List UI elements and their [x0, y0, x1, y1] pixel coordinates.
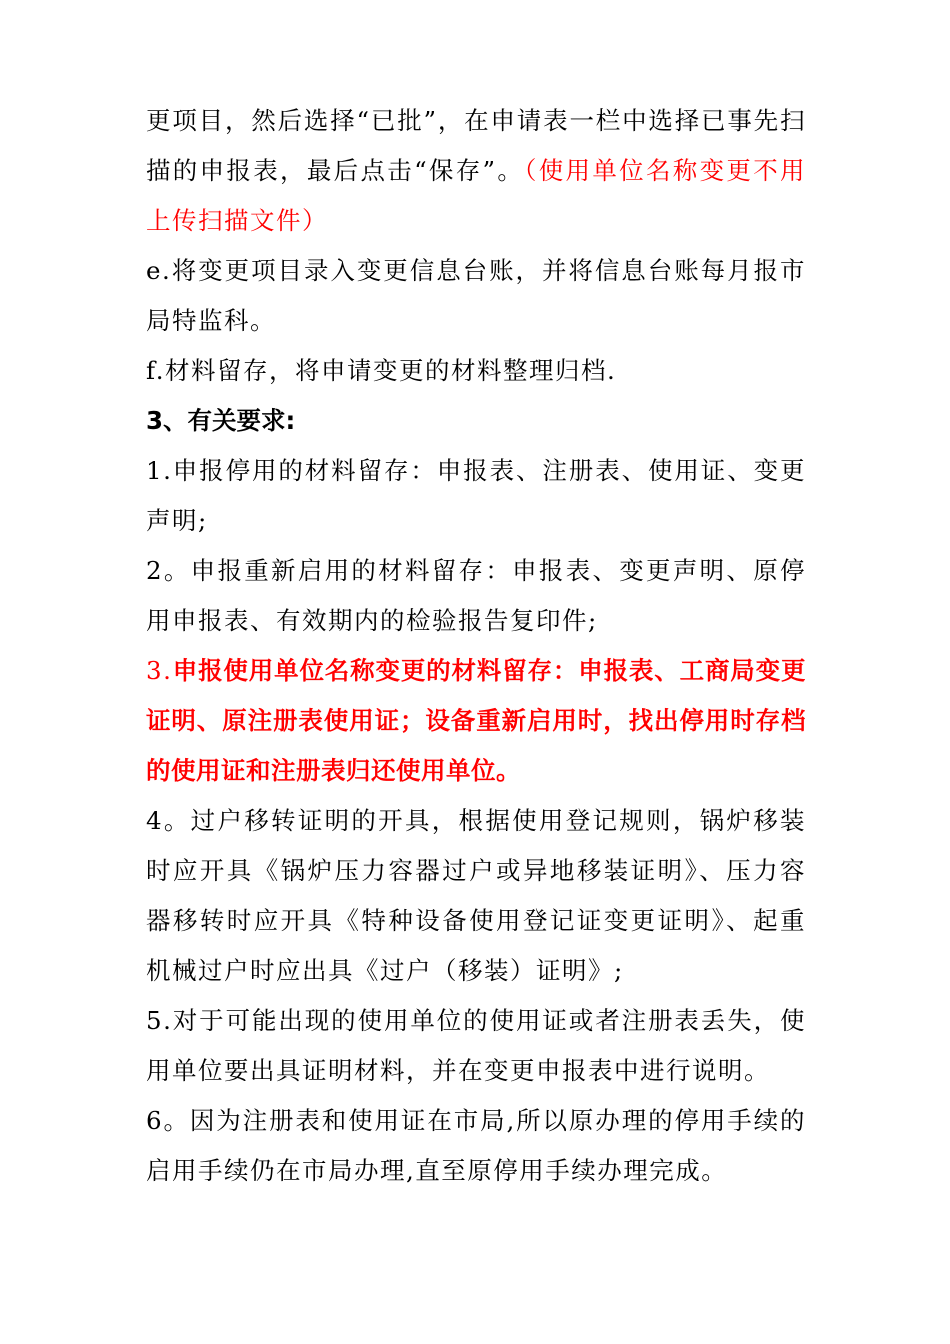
requirement-5: 5.对于可能出现的使用单位的使用证或者注册表丢失，使用单位要出具证明材料，并在变更申报表中进行说明。: [146, 1006, 806, 1085]
paragraph-save-step: [146, 96, 806, 246]
save-step-text: 更项目，然后选择“已批”，在申请表一栏中选择已事先扫描的申报表，最后点击“保存”。: [146, 106, 806, 185]
requirement-4: 4。过户移转证明的开具，根据使用登记规则，锅炉移装时应开具《锅炉压力容器过户或异地移装证明》、压力容器移转时应开具《特种设备使用登记证变更证明》、起重机械过户时应出具《过户（移装）证明》;: [146, 806, 806, 985]
paragraph-step-e: e.将变更项目录入变更信息台账，并将信息台账每月报市局特监科。: [146, 256, 806, 335]
requirement-1: 1.申报停用的材料留存：申报表、注册表、使用证、变更声明;: [146, 456, 806, 535]
section-heading-requirements: 3、有关要求:: [146, 406, 296, 435]
requirement-3: [146, 646, 806, 796]
requirement-2: 2。申报重新启用的材料留存：申报表、变更声明、原停用申报表、有效期内的检验报告复印件;: [146, 556, 806, 635]
requirement-6: 6。因为注册表和使用证在市局,所以原办理的停用手续的启用手续仍在市局办理,直至原停用手续办理完成。: [146, 1106, 806, 1185]
requirement-3-number: 3.: [146, 656, 173, 685]
save-step-note: （使用单位名称变更不用上传扫描文件）: [146, 156, 806, 235]
paragraph-step-f: f.材料留存，将申请变更的材料整理归档.: [146, 356, 617, 385]
requirement-3-text: 申报使用单位名称变更的材料留存：申报表、工商局变更证明、原注册表使用证；设备重新启用时，找出停用时存档的使用证和注册表归还使用单位。: [146, 656, 806, 785]
document-page: [146, 96, 806, 1196]
